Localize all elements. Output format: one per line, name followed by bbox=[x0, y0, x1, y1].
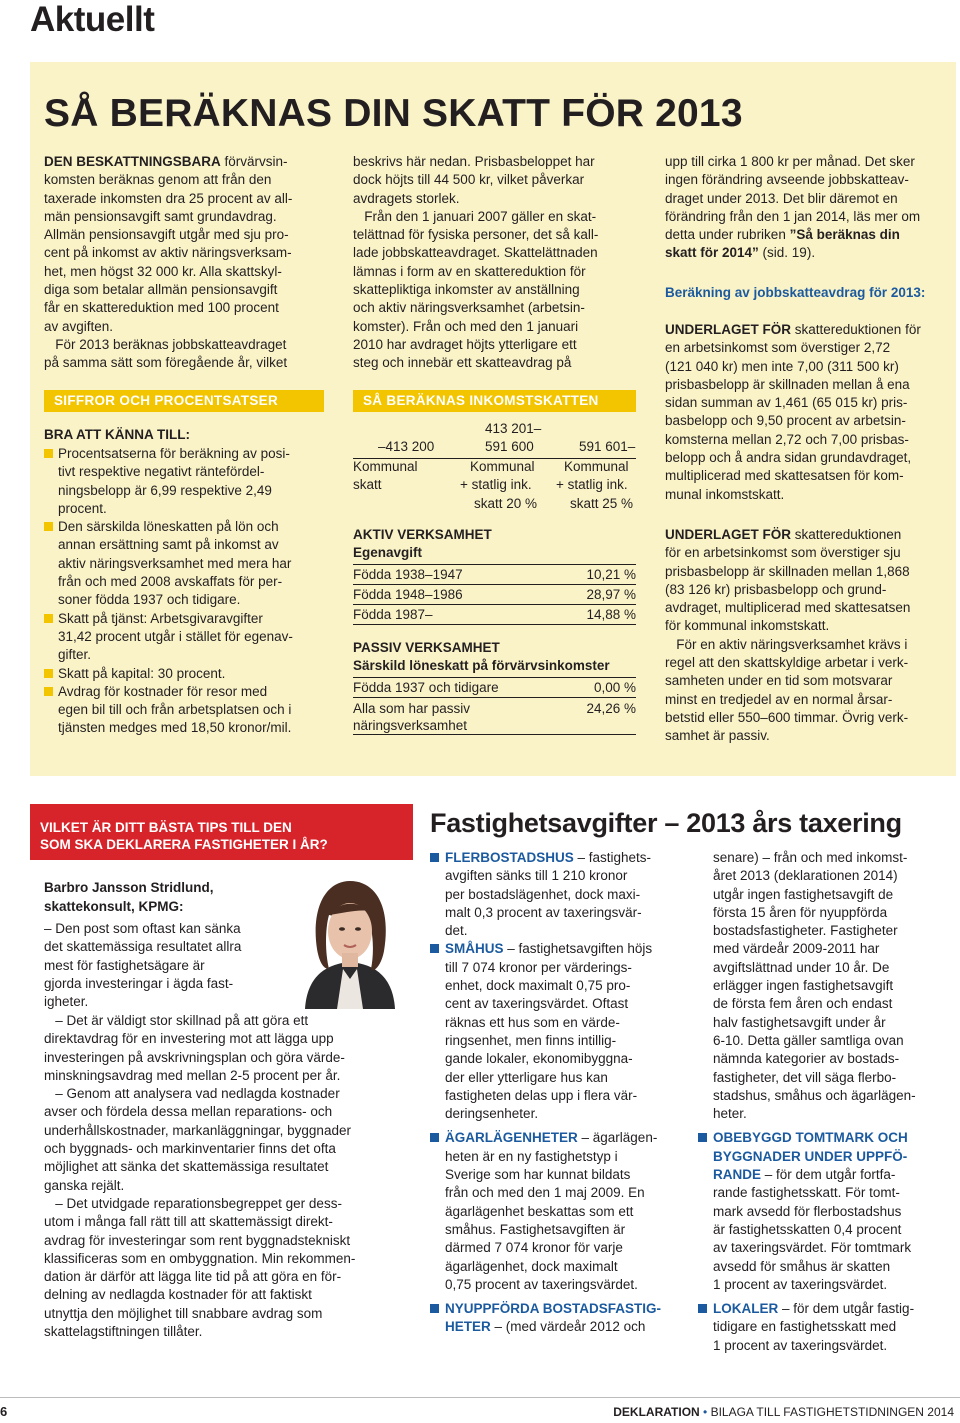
tips-header: VILKET ÄR DITT BÄSTA TIPS TILL DEN SOM SKA DEKLARERA FASTIGHETER I ÅR? bbox=[30, 804, 413, 860]
col2-text: beskrivs här nedan. Prisbasbeloppet har dock höjts till 44 500 kr, vilket påverkar avdragets storlek. Från den 1 januari 2007 gäller en skat- telättnad för fysiska personer, det så kall- lade jobbskatteavdraget. Skattelättnaden lämnas i form av en skattereduktion för skattepliktiga inkomster av anställning och aktiv näringsverksamhet (arbetsin- komster). Från och med den 1 januari 2010 har avdraget höjts ytterligare ett steg och innebär ett skatteavdrag på bbox=[353, 154, 599, 371]
bullet-square-icon bbox=[698, 1304, 707, 1313]
bullet-square-icon bbox=[44, 449, 53, 458]
property-fees-col-b: senare) – från och med inkomst- året 2013 (deklarationen 2014) utgår ingen fastighetsavgift de första 15 åren för nyuppförda bostadsfastigheter. Fastigheter med värdeår 2009-2011 har avgiftslättnad under 10 år. De erlägger ingen fastighetsavgift de första fem åren och endast halv fastighetsavgift under år 6-10. Detta gäller samtliga ovan nämnda kategorier av bostads- fastigheter, det vill säga flerbo- stadshus, småhus och ägarlägen- heter. OBEBYGGD TOMTMARK OCH BYGGNADER UNDER UPPFÖ- RANDE – för dem utgår fortfa- rande fastighetsskatt. För tomt- mark avsedd för flerbostadshus är fastighetsskatten 0,4 procent av taxeringsvärdet. För tomtmark avsedd för småhus är skatten 1 procent av taxeringsvärdet. LOKALER – för dem utgår fastig- tidigare en fastighetsskatt med 1 procent av taxeringsvärdet. bbox=[698, 849, 960, 1355]
bullet-square-icon bbox=[430, 944, 439, 953]
bullet-item: Avdrag för kostnader för resor med egen bil till och från arbetsplatsen och i tjänsten medges med 18,50 kronor/mil. bbox=[44, 683, 329, 738]
footer-bullet-icon: • bbox=[703, 1405, 708, 1419]
section-title: Aktuellt bbox=[30, 0, 155, 39]
tips-answer-wide: – Det är väldigt stor skillnad på att göra ett direktavdrag för en investering mot att lägga upp investeringen på avskrivningsplan och göra värde- minskningsavdrag med mellan 2-5 procent per år. – Genom att analysera vad nedlagda kostnader avser och fördela dessa mellan reparations- och underhållskostnader, markanläggningar, byggnader och byggnads- och markinventarier finns det ofta möjlighet att sänka det skattemässiga resultatet ganska rejält. – Det utvidgade reparationsbegreppet ger dess- utom i många fall rätt till att skattemässigt direkt- avdrag för investeringar som rent byggnadstekniskt klassificeras som en ombyggnation. Min rekommen- dation är därför att lägga lite tid på att göra en för- delning av nedlagda kostnader för att faktiskt utnyttja den möjlighet till snabbare avdrag som skattelagstiftningen tillåter. bbox=[44, 1013, 356, 1340]
bullet-item: Den särskilda löneskatten på lön och annan ersättning samt på inkomst av aktiv näringsverksamhet med mera har från och med 2008 avskaffats för per- soner födda 1937 och tidigare. bbox=[44, 518, 329, 609]
publication-footer: DEKLARATION • BILAGA TILL FASTIGHETSTIDNINGEN 2014 bbox=[613, 1405, 954, 1419]
table-row: Födda 1938–1947 10,21 % bbox=[353, 565, 636, 585]
col1-line: komsten beräknas genom att från den bbox=[44, 172, 272, 188]
bullet-square-icon bbox=[44, 522, 53, 531]
intro-lead: DEN BESKATTNINGSBARA bbox=[44, 154, 221, 169]
passive-business-table: PASSIV VERKSAMHET Särskild löneskatt på förvärvsinkomster Födda 1937 och tidigare 0,00 % Alla som har passiv näringsverksamhet 24,26 % bbox=[353, 640, 636, 733]
good-to-know-list bbox=[44, 445, 329, 738]
bullet-square-icon bbox=[698, 1133, 707, 1142]
basis-paragraph-2: UNDERLAGET FÖR skattereduktionen för en arbetsinkomst som överstiger sju prisbasbelopp är skillnaden mellan 1,868 (83 126 kr) prisbasbelopp och grund- avdraget, multiplicerad med skattesatsen för kommunal inkomstskatt. För en aktiv näringsverksamhet krävs i regel att den skattskyldige arbetar i verk- samheten under en tid som motsvarar minst en tredjedel av en normal årsar- betstid eller 550–600 timmar. Övrig verk- samhet är passiv. bbox=[665, 527, 911, 744]
col1-line: får en skattereduktion med 100 procent bbox=[44, 300, 279, 316]
col1-line: cent på inkomst av aktiv näringsverksam- bbox=[44, 245, 292, 261]
main-headline: SÅ BERÄKNAS DIN SKATT FÖR 2013 bbox=[44, 92, 743, 135]
basis-paragraph-1: UNDERLAGET FÖR skattereduktionen för en arbetsinkomst som överstiger 2,72 (121 040 kr) men inte 7,00 (311 500 kr) prisbasbelopp är skillnaden mellan å ena sidan summan av 1,461 (65 015 kr) pris- basbelopp och 9,50 procent av arbetsin- komsterna mellan 2,72 och 7,00 prisbas- belopp och å andra sidan grundavdraget, multiplicerad med skattesatsen för kom- munal inkomstskatt. bbox=[665, 322, 921, 502]
col1-line: het, men högst 32 000 kr. Alla skattskyl- bbox=[44, 263, 282, 279]
expert-name: Barbro Jansson Stridlund, bbox=[44, 880, 214, 895]
page-number: 6 bbox=[0, 1404, 8, 1419]
expert-role: skattekonsult, KPMG: bbox=[44, 899, 184, 914]
bullet-square-icon bbox=[430, 853, 439, 862]
col3-text: upp till cirka 1 800 kr per månad. Det sker ingen förändring avseende jobbskatteav- draget under 2013. Det blir däremot en förändring från den 1 jan 2014, läs mer om detta under rubriken ”Så beräknas din skatt för 2014” (sid. 19). bbox=[665, 154, 921, 261]
bullet-square-icon bbox=[44, 669, 53, 678]
income-tax-bar: SÅ BERÄKNAS INKOMSTSKATTEN bbox=[353, 390, 636, 412]
expert-portrait bbox=[287, 869, 413, 1009]
table-row: Födda 1987– 14,88 % bbox=[353, 605, 636, 625]
col1-line: på samma sätt som föregående år, vilket bbox=[44, 355, 288, 371]
bullet-square-icon bbox=[44, 614, 53, 623]
table-row: Födda 1948–1986 28,97 % bbox=[353, 585, 636, 605]
bullet-square-icon bbox=[430, 1304, 439, 1313]
table-row: Alla som har passiv näringsverksamhet 24,26 % bbox=[353, 698, 636, 735]
table-row: Födda 1937 och tidigare 0,00 % bbox=[353, 678, 636, 698]
col1-line: diga som betalar allmän pensionsavgift bbox=[44, 282, 278, 298]
bullet-item: Procentsatserna för beräkning av posi- tivt respektive negativt räntefördel- ningsbelopp är 6,99 respektive 2,49 procent. bbox=[44, 445, 329, 518]
footer-divider bbox=[0, 1397, 960, 1398]
good-to-know-head: BRA ATT KÄNNA TILL: bbox=[44, 427, 190, 442]
col1-line: taxerade inkomsten dra 25 procent av all- bbox=[44, 190, 293, 206]
active-business-table: AKTIV VERKSAMHET Egenavgift Födda 1938–1947 10,21 % Födda 1948–1986 28,97 % Födda 1987– 14,88 % bbox=[353, 526, 636, 625]
property-fees-title: Fastighetsavgifter – 2013 års taxering bbox=[430, 808, 902, 838]
expert-credit bbox=[44, 878, 214, 916]
bullet-square-icon bbox=[44, 687, 53, 696]
tips-answer-narrow: – Den post som oftast kan sänka det skattemässiga resultatet allra mest för fastighetsägare är gjorda investeringar i ägda fast- igheter. bbox=[44, 921, 242, 1010]
col1-line: av avgiften. bbox=[44, 318, 114, 334]
col1-line: män pensionsavgift samt grundavdrag. bbox=[44, 208, 277, 224]
col1-line: Allmän pensionsavgift utgår med sju pro- bbox=[44, 227, 289, 243]
bullet-item: Skatt på kapital: 30 procent. bbox=[44, 665, 329, 683]
property-fees-col-a: FLERBOSTADSHUS – fastighets- avgiften sänks till 1 210 kronor per bostadslägenhet, dock maxi- malt 0,3 procent av taxeringsvär- det. SMÅHUS – fastighetsavgiften höjs till 7 074 kronor per värderings- enhet, dock maximalt 0,75 pro- cent av taxeringsvärdet. Oftast räknas ett hus som en värde- ringsenhet, men finns intillig- gande lokaler, ekonomibyggna- der eller ytterligare hus kan fastigheten delas upp i flera vär- deringsenheter. ÄGARLÄGENHETER – ägarlägen- heten är en ny fastighetstyp i Sverige som har kunnat bildats från och med den 1 maj 2009. En ägarlägenhet beskattas som ett småhus. Fastighetsavgiften är därmed 7 074 kronor för varje ägarlägenhet, dock maximalt 0,75 procent av taxeringsvärdet. NYUPPFÖRDA BOSTADSFASTIG- HETER – (med värdeår 2012 och bbox=[430, 849, 695, 1337]
income-tax-table: 413 201– –413 200 591 600 591 601– Kommunal Kommunal Kommunal skatt + statlig ink. + statlig ink. skatt 20 % skatt 25 % bbox=[353, 421, 636, 511]
calc-heading: Beräkning av jobbskatteavdrag för 2013: bbox=[665, 285, 926, 300]
col1-intro: DEN BESKATTNINGSBARA förvärvsin- komsten beräknas genom att från den taxerade inkomsten dra 25 procent av all- män pensionsavgift samt grundavdrag. Allmän pensionsavgift utgår med sju pro- cent på inkomst av aktiv näringsverksam- het, men högst 32 000 kr. Alla skattskyl- diga som betalar allmän pensionsavgift får en skattereduktion med 100 procent av avgiften. För 2013 beräknas jobbskatteavdraget på samma sätt som föregående år, vilket bbox=[44, 153, 319, 373]
figures-bar: SIFFROR OCH PROCENTSATSER bbox=[44, 390, 324, 412]
bullet-square-icon bbox=[430, 1133, 439, 1142]
col1-line: För 2013 beräknas jobbskatteavdraget bbox=[44, 336, 287, 352]
bullet-item: Skatt på tjänst: Arbetsgivaravgifter 31,42 procent utgår i stället för egenav- gifter. bbox=[44, 610, 329, 665]
